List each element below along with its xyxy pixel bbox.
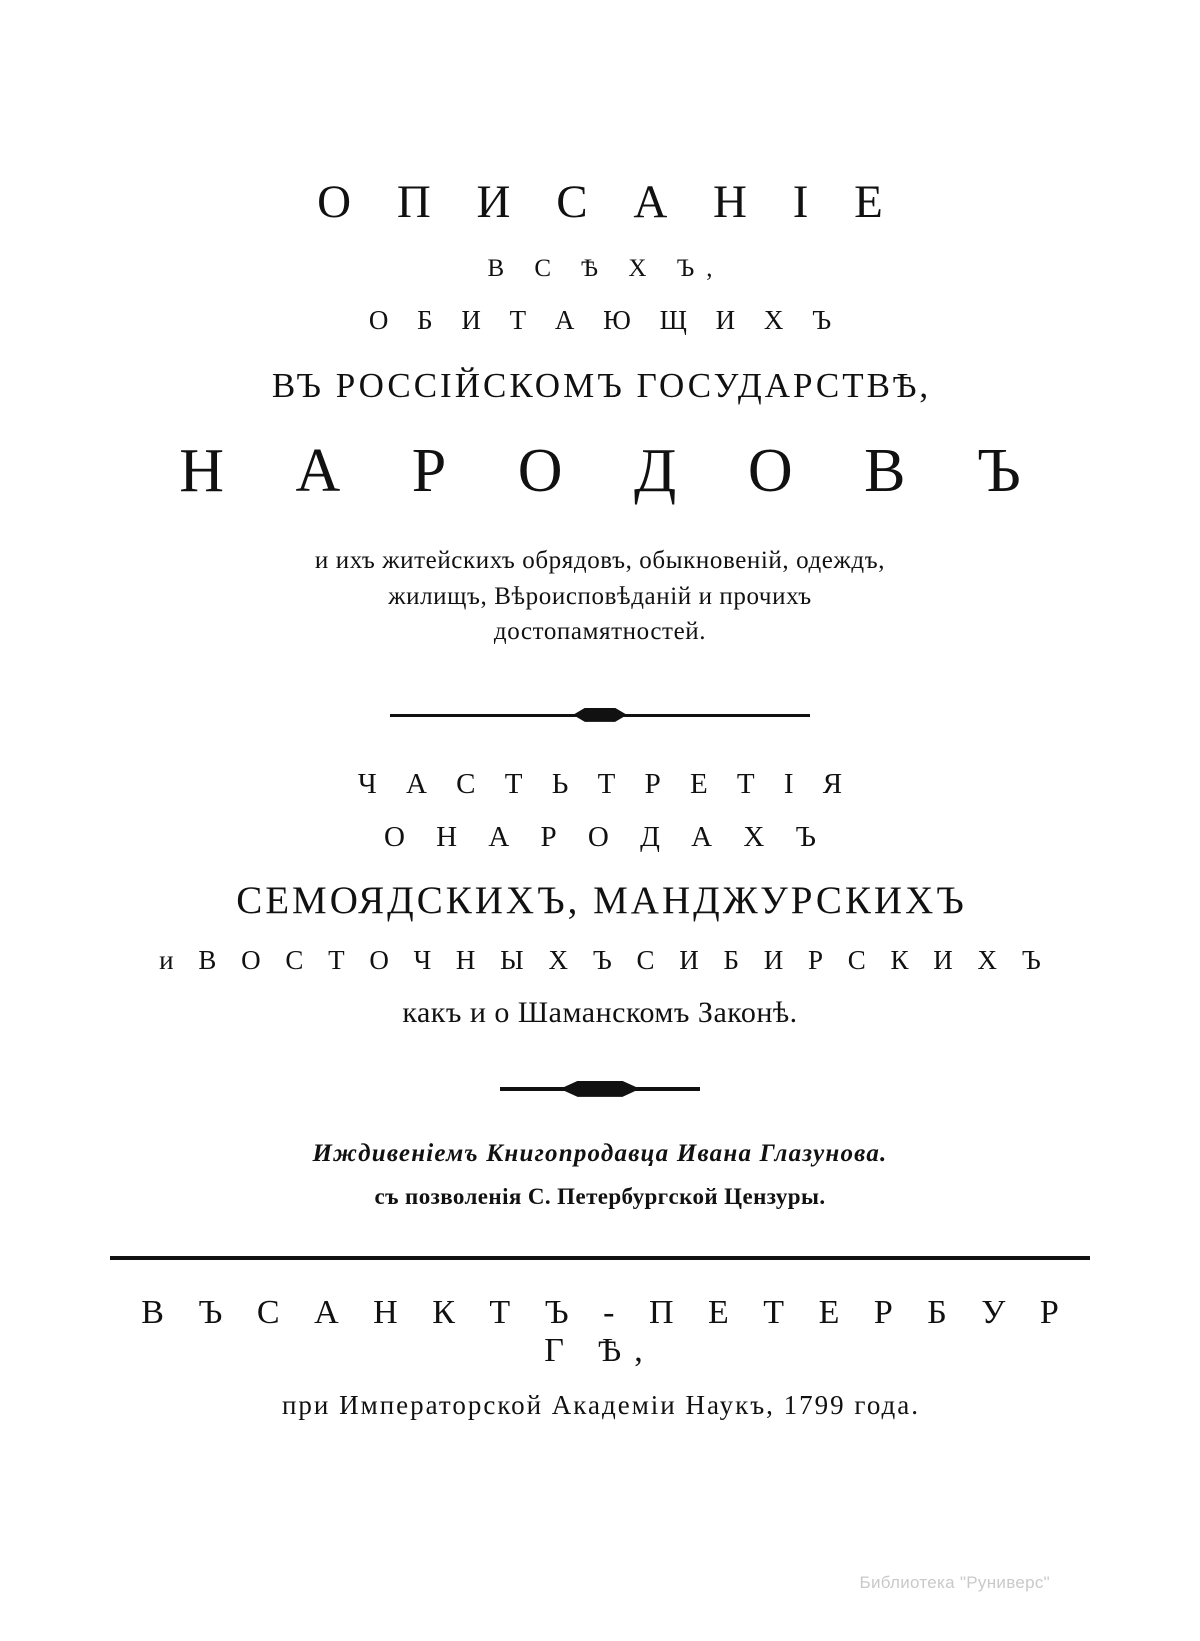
title-word-narodov: Н А Р О Д О В Ъ [179, 437, 1049, 506]
title-page-content [110, 0, 1090, 1421]
part-label: Ч А С Т Ь Т Р Е Т І Я [357, 767, 854, 800]
title-line-obitayushchikh: О Б И Т А Ю Щ И Х Ъ [368, 305, 843, 336]
title-line-vsekh: В С Ѣ Х Ъ, [487, 255, 725, 283]
part-line-vostochnykh-sibirskikh: и В О С Т О Ч Н Ы Х Ъ С И Б И Р С К И Х Ъ [159, 944, 1050, 975]
part-line-shamanskom-zakone: какъ и о Шаманскомъ Законѣ. [402, 995, 798, 1029]
library-watermark: Библиотека "Руниверс" [859, 1573, 1050, 1592]
part-line-o-narodakh: О Н А Р О Д А Х Ъ [383, 820, 829, 853]
title-subtitle [110, 543, 1090, 650]
imprint-censor-permission: съ позволенія С. Петербургской Цензуры. [374, 1183, 826, 1209]
ornament-diamond [560, 1081, 640, 1097]
divider-rule-full [110, 1256, 1090, 1260]
imprint-publisher: Иждивеніемъ Книгопродавца Ивана Глазунова. [312, 1139, 888, 1167]
title-line-v-rossiyskom-gosudarstve: ВЪ РОССІЙСКОМЪ ГОСУДАРСТВѢ, [271, 366, 932, 406]
subtitle-line-1: и ихъ житейскихъ обрядовъ, обыкновеній, одеждъ, [314, 547, 886, 575]
title-main-word: О П И С А Н І Е [317, 176, 900, 228]
ornament-rule-middle [500, 1082, 700, 1096]
footer-press-and-year: при Императорской Академіи Наукъ, 1799 года. [281, 1389, 921, 1420]
ornament-rule-top [390, 708, 810, 722]
footer-city: В Ъ С А Н К Т Ъ - П Е Т Е Р Б У Р Г Ѣ, [141, 1293, 1072, 1369]
subtitle-line-2: жилищъ, Вѣроисповѣданій и прочихъ [388, 582, 812, 610]
part-line-semoyadskikh-mandzhurskikh: СЕМОЯДСКИХЪ, МАНДЖУРСКИХЪ [236, 878, 967, 922]
ornament-diamond [573, 708, 627, 722]
subtitle-line-3: достопамятностей. [493, 618, 707, 646]
